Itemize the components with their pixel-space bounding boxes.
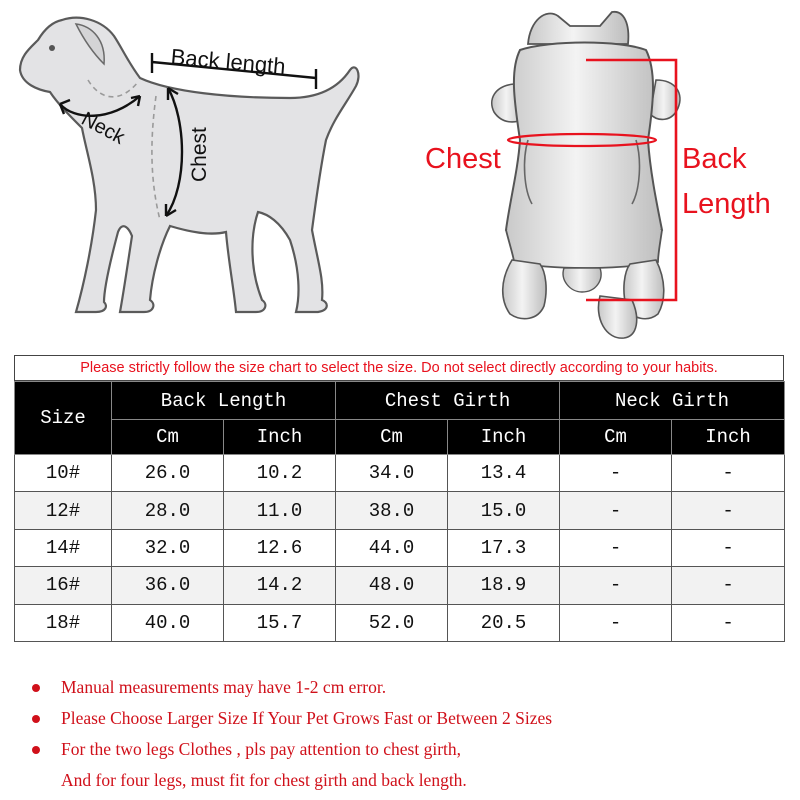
neck-label: Neck bbox=[77, 108, 129, 149]
table-cell: 11.0 bbox=[224, 492, 336, 529]
size-column-header: Size bbox=[15, 382, 112, 455]
table-cell: - bbox=[560, 604, 672, 641]
table-row bbox=[15, 567, 785, 604]
table-cell: 34.0 bbox=[336, 455, 448, 492]
bullet-dot-icon bbox=[32, 746, 40, 754]
table-cell: 20.5 bbox=[448, 604, 560, 641]
garment-back-label: Back bbox=[682, 143, 747, 175]
table-cell: 36.0 bbox=[112, 567, 224, 604]
note-item bbox=[30, 734, 790, 765]
table-cell: 32.0 bbox=[112, 529, 224, 566]
table-cell: 44.0 bbox=[336, 529, 448, 566]
unit-header: Cm bbox=[560, 420, 672, 455]
table-cell: 15.0 bbox=[448, 492, 560, 529]
table-cell: - bbox=[560, 567, 672, 604]
note-item bbox=[30, 672, 790, 703]
dog-chest-label: Chest bbox=[188, 127, 211, 182]
unit-header: Inch bbox=[448, 420, 560, 455]
table-cell: - bbox=[560, 455, 672, 492]
table-cell: - bbox=[672, 529, 785, 566]
table-cell: 12.6 bbox=[224, 529, 336, 566]
illustration-area bbox=[0, 0, 800, 350]
table-cell: - bbox=[672, 604, 785, 641]
table-cell: 26.0 bbox=[112, 455, 224, 492]
size-cell: 18# bbox=[15, 604, 112, 641]
table-cell: 15.7 bbox=[224, 604, 336, 641]
note-text: For the two legs Clothes , pls pay attention to chest girth, bbox=[61, 739, 462, 759]
size-cell: 10# bbox=[15, 455, 112, 492]
unit-header: Cm bbox=[336, 420, 448, 455]
table-cell: 13.4 bbox=[448, 455, 560, 492]
table-cell: 18.9 bbox=[448, 567, 560, 604]
back-length-header: Back Length bbox=[112, 382, 336, 420]
size-chart-table bbox=[14, 381, 785, 642]
note-text: Please Choose Larger Size If Your Pet Grows Fast or Between 2 Sizes bbox=[61, 708, 553, 728]
table-cell: - bbox=[672, 492, 785, 529]
size-cell: 16# bbox=[15, 567, 112, 604]
unit-header: Inch bbox=[672, 420, 785, 455]
chest-girth-header: Chest Girth bbox=[336, 382, 560, 420]
table-cell: 52.0 bbox=[336, 604, 448, 641]
table-cell: 14.2 bbox=[224, 567, 336, 604]
table-cell: 40.0 bbox=[112, 604, 224, 641]
table-cell: 17.3 bbox=[448, 529, 560, 566]
notes-list bbox=[30, 672, 790, 796]
back-length-label: Back length bbox=[169, 44, 287, 79]
size-notice: Please strictly follow the size chart to select the size. Do not select directly according to your habits. bbox=[14, 355, 784, 381]
table-row bbox=[15, 455, 785, 492]
unit-header: Inch bbox=[224, 420, 336, 455]
note-item-continuation bbox=[30, 765, 790, 796]
table-cell: - bbox=[560, 492, 672, 529]
table-cell: 10.2 bbox=[224, 455, 336, 492]
garment-chest-label: Chest bbox=[425, 143, 501, 175]
unit-header: Cm bbox=[112, 420, 224, 455]
bullet-dot-icon bbox=[32, 715, 40, 723]
neck-girth-header: Neck Girth bbox=[560, 382, 785, 420]
note-text: And for four legs, must fit for chest girth and back length. bbox=[61, 770, 467, 790]
note-text: Manual measurements may have 1-2 cm error. bbox=[61, 677, 387, 697]
table-cell: 28.0 bbox=[112, 492, 224, 529]
table-cell: - bbox=[672, 567, 785, 604]
table-cell: 48.0 bbox=[336, 567, 448, 604]
garment-length-label: Length bbox=[682, 188, 771, 220]
table-row bbox=[15, 529, 785, 566]
bullet-dot-icon bbox=[32, 684, 40, 692]
table-cell: 38.0 bbox=[336, 492, 448, 529]
table-cell: - bbox=[560, 529, 672, 566]
dog-eye bbox=[49, 45, 55, 51]
table-row bbox=[15, 604, 785, 641]
note-item bbox=[30, 703, 790, 734]
size-cell: 12# bbox=[15, 492, 112, 529]
table-cell: - bbox=[672, 455, 785, 492]
size-cell: 14# bbox=[15, 529, 112, 566]
table-row bbox=[15, 492, 785, 529]
